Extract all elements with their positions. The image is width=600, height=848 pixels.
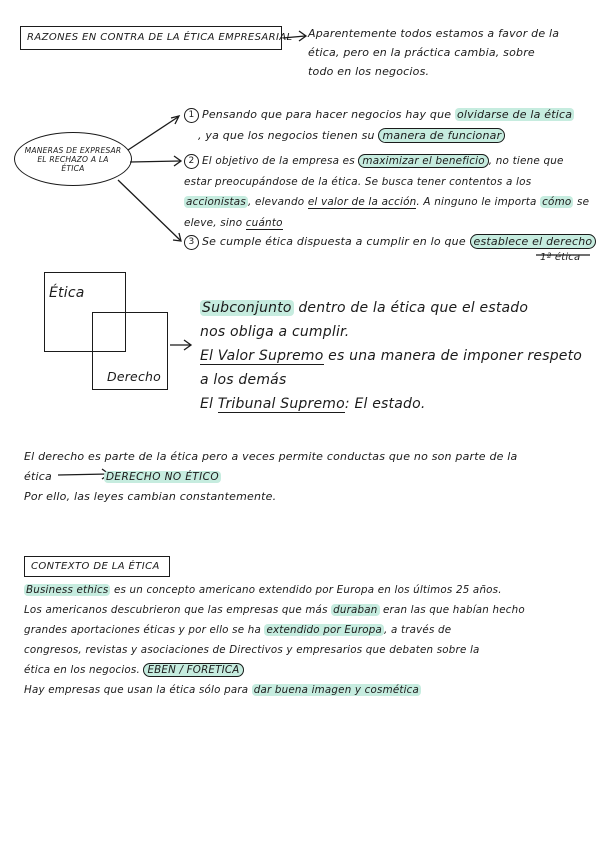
- subset-text: Subconjunto dentro de la ética que el estado nos obliga a cumplir. El Valor Supremo es una manera de imponer respeto a los demás El Tribunal Supremo: El estado.: [200, 300, 583, 412]
- derecho-paragraph: El derecho es parte de la ética pero a veces permite conductas que no son parte de la ética DERECHO NO ÉTICO Por ello, las leyes cambian constantemente.: [24, 450, 518, 503]
- reason-item-3: 3 Se cumple ética dispuesta a cumplir en lo que establece el derecho: [184, 232, 596, 252]
- reason-item-1: 1 Pensando que para hacer negocios hay que olvidarse de la ética , ya que los negocios tienen su manera de funcionar: [184, 104, 574, 146]
- contexto-paragraph: Business ethics es un concepto americano extendido por Europa en los últimos 25 años. Los americanos descubrieron que las empresas que más duraban eran las que habían hecho grandes aportaciones éticas y por ello se ha extendido por Europa , a través de congresos, revistas y asociaciones de Directivos y empresarios que debaten sobre la ética en los negocios. EBEN / FORETICA Hay empresas que usan la ética sólo para dar buena imagen y cosmética: [24, 584, 525, 696]
- derecho-square: Derecho: [92, 312, 168, 390]
- intro-text: Aparentemente todos estamos a favor de la ética, pero en la práctica cambia, sobre todo en los negocios.: [308, 27, 560, 78]
- reason-item-2: 2 El objetivo de la empresa es maximizar el beneficio , no tiene que estar preocupándose de la ética. Se busca tener contentos a los accionistas , elevando el valor de la acción. A ninguno le importa cómo se eleve, sino cuánto: [184, 155, 590, 229]
- reason-note: 1ª ética: [540, 252, 581, 263]
- etica-square: Ética: [44, 272, 126, 352]
- contexto-title-box: CONTEXTO DE LA ÉTICA: [24, 556, 170, 577]
- branch-arrow-3: [118, 180, 180, 240]
- section-title: RAZONES EN CONTRA DE LA ÉTICA EMPRESARIAL: [27, 32, 293, 43]
- mindmap-bubble: MANERAS DE EXPRESAR EL RECHAZO A LA ÉTICA: [14, 132, 132, 186]
- section-title-box: [20, 26, 293, 50]
- branch-arrow-2: [130, 161, 180, 162]
- branch-arrow-1: [128, 117, 178, 150]
